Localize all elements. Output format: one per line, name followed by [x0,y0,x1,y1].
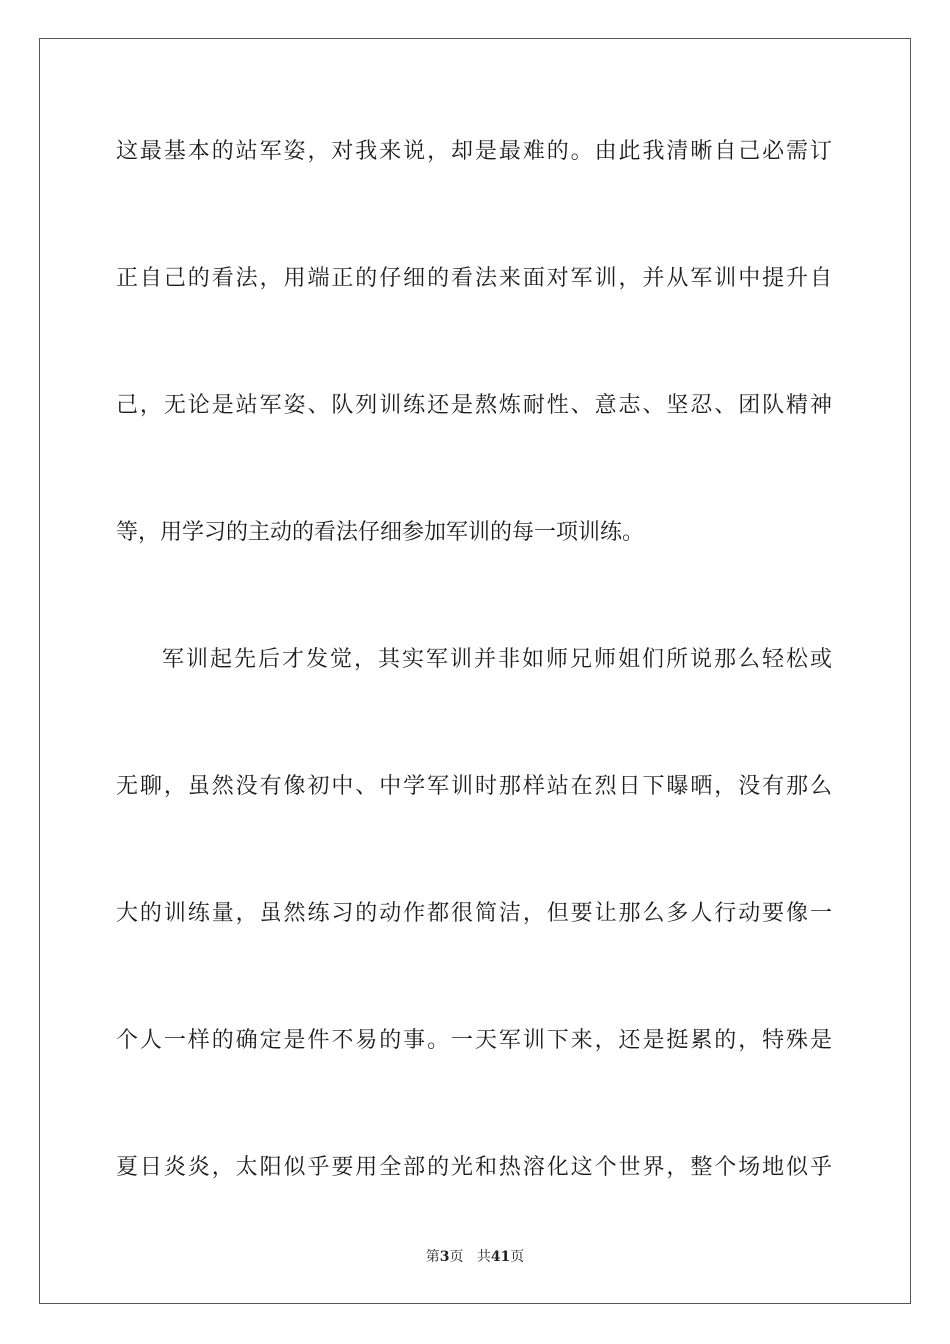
text-line: 个人一样的确定是件不易的事。一天军训下来，还是挺累的，特殊是 [116,1028,832,1053]
text-line: 军训起先后才发觉，其实军训并非如师兄师姐们所说那么轻松或 [162,647,832,672]
page-footer [0,1246,950,1266]
text-line: 己，无论是站军姿、队列训练还是熬炼耐性、意志、坚忍、团队精神 [116,393,832,418]
text-line: 这最基本的站军姿，对我来说，却是最难的。由此我清晰自己必需订 [116,139,832,164]
text-line: 夏日炎炎，太阳似乎要用全部的光和热溶化这个世界，整个场地似乎 [116,1155,832,1180]
page-suffix: 页 [449,1249,464,1265]
total-suffix: 页 [510,1249,525,1265]
text-line: 大的训练量，虽然练习的动作都很简洁，但要让那么多人行动要像一 [116,901,832,926]
page-number: 3 [439,1249,450,1265]
document-body [116,129,832,1272]
text-line: 正自己的看法，用端正的仔细的看法来面对军训，并从军训中提升自 [116,266,832,291]
page-prefix: 第 [425,1249,440,1265]
total-prefix: 共 [476,1249,491,1265]
total-pages: 41 [490,1249,511,1265]
text-line: 等，用学习的主动的看法仔细参加军训的每一项训练。 [116,520,645,545]
text-line: 无聊，虽然没有像初中、中学军训时那样站在烈日下曝晒，没有那么 [116,774,832,799]
